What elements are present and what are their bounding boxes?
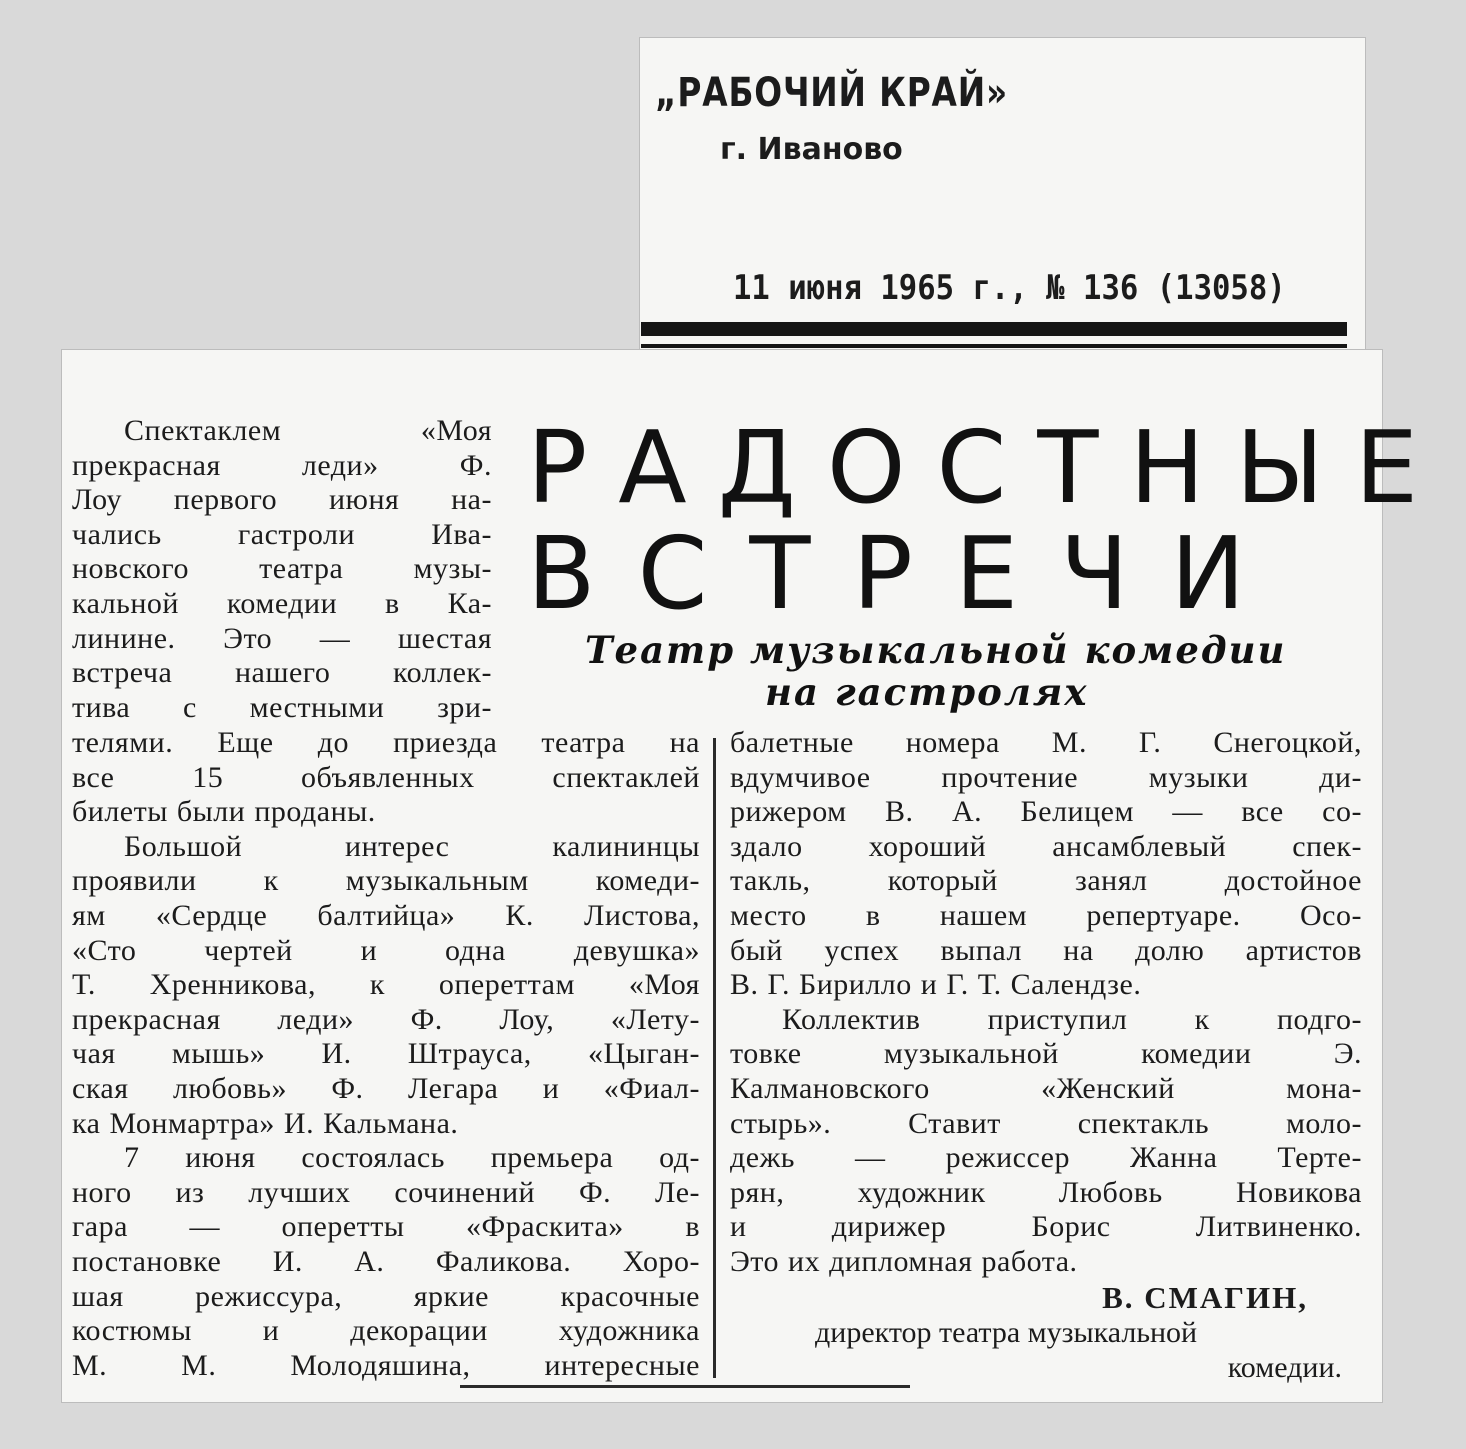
text-line: шая режиссура, яркие красочные bbox=[72, 1279, 700, 1313]
subtitle-line-1: Театр музыкальной комедии bbox=[585, 628, 1287, 672]
text-line: ка Монмартра» И. Кальмана. bbox=[72, 1106, 459, 1140]
text-line: телями. Еще до приезда театра на bbox=[72, 726, 700, 759]
masthead-rule-thin bbox=[641, 344, 1347, 348]
text-line: Это их дипломная работа. bbox=[730, 1244, 1078, 1278]
text-line: здало хороший ансамблевый спек- bbox=[730, 829, 1362, 863]
author-role-line-2: комедии. bbox=[1227, 1351, 1342, 1384]
text-line: Спектаклем «Моя bbox=[124, 414, 492, 447]
article-column-left-top bbox=[72, 414, 492, 725]
text-line: прекрасная леди» Ф. Лоу, «Лету- bbox=[72, 1002, 700, 1036]
text-line: чая мышь» И. Штрауса, «Цыган- bbox=[72, 1037, 700, 1071]
text-line: кальной комедии в Ка- bbox=[72, 586, 492, 620]
article-column-left bbox=[72, 726, 700, 1383]
text-line: прекрасная леди» Ф. bbox=[72, 448, 492, 482]
text-line: 7 июня состоялась премьера од- bbox=[124, 1141, 700, 1175]
text-line: постановке И. А. Фаликова. Хоро- bbox=[72, 1244, 700, 1278]
text-line: бый успех выпал на долю артистов bbox=[730, 933, 1362, 967]
subtitle-line-2: на гастролях bbox=[765, 670, 1089, 714]
text-line: В. Г. Бирилло и Г. Т. Салендзе. bbox=[730, 968, 1142, 1002]
newspaper-city: г. Иваново bbox=[720, 132, 903, 167]
headline-line-2: ВСТРЕЧИ bbox=[527, 515, 1288, 632]
text-line: ного из лучших сочинений Ф. Ле- bbox=[72, 1175, 700, 1209]
text-line: билеты были проданы. bbox=[72, 795, 376, 829]
author-role-line-1: директор театра музыкальной bbox=[815, 1316, 1198, 1349]
text-line: Т. Хренникова, к опереттам «Моя bbox=[72, 968, 700, 1002]
text-line: товке музыкальной комедии Э. bbox=[730, 1037, 1362, 1071]
text-line: «Сто чертей и одна девушка» bbox=[72, 933, 700, 967]
text-line: ям «Сердце балтийца» К. Листова, bbox=[72, 898, 700, 932]
text-line: линине. Это — шестая bbox=[72, 621, 492, 655]
column-divider bbox=[713, 738, 716, 1378]
text-line: рижером В. А. Белицем — все со- bbox=[730, 795, 1362, 829]
text-line: новского театра музы- bbox=[72, 552, 492, 586]
text-line: и дирижер Борис Литвиненко. bbox=[730, 1210, 1362, 1244]
text-line: ская любовь» Ф. Легара и «Фиал- bbox=[72, 1071, 700, 1105]
text-line: тива с местными зри- bbox=[72, 690, 492, 724]
text-line: балетные номера М. Г. Снегоцкой, bbox=[730, 726, 1362, 759]
text-line: М. М. Молодяшина, интересные bbox=[72, 1348, 700, 1382]
text-line: все 15 объявленных спектаклей bbox=[72, 760, 700, 794]
text-line: стырь». Ставит спектакль моло- bbox=[730, 1106, 1362, 1140]
article-column-right bbox=[730, 726, 1362, 1280]
text-line: место в нашем репертуаре. Осо- bbox=[730, 898, 1362, 932]
text-line: Калмановского «Женский мона- bbox=[730, 1071, 1362, 1105]
issue-date-number: 11 июня 1965 г., № 136 (13058) bbox=[733, 268, 1286, 308]
text-line: Большой интерес калининцы bbox=[124, 829, 700, 863]
text-line: Коллектив приступил к подго- bbox=[782, 1002, 1362, 1036]
masthead-rule-thick bbox=[641, 322, 1347, 336]
newspaper-name: „РАБОЧИЙ КРАЙ» bbox=[655, 70, 1009, 116]
text-line: рян, художник Любовь Новикова bbox=[730, 1175, 1362, 1209]
headline-line-1: РАДОСТНЫЕ bbox=[527, 409, 1450, 526]
text-line: чались гастроли Ива- bbox=[72, 517, 492, 551]
text-line: дежь — режиссер Жанна Терте- bbox=[730, 1141, 1362, 1175]
text-line: гара — оперетты «Фраскита» в bbox=[72, 1210, 700, 1244]
text-line: встреча нашего коллек- bbox=[72, 656, 492, 690]
text-line: костюмы и декорации художника bbox=[72, 1314, 700, 1348]
text-line: Лоу первого июня на- bbox=[72, 483, 492, 517]
text-line: такль, который занял достойное bbox=[730, 864, 1362, 898]
text-line: вдумчивое прочтение музыки ди- bbox=[730, 760, 1362, 794]
author-name: В. СМАГИН, bbox=[1102, 1280, 1308, 1315]
bottom-rule bbox=[460, 1385, 910, 1388]
text-line: проявили к музыкальным комеди- bbox=[72, 864, 700, 898]
